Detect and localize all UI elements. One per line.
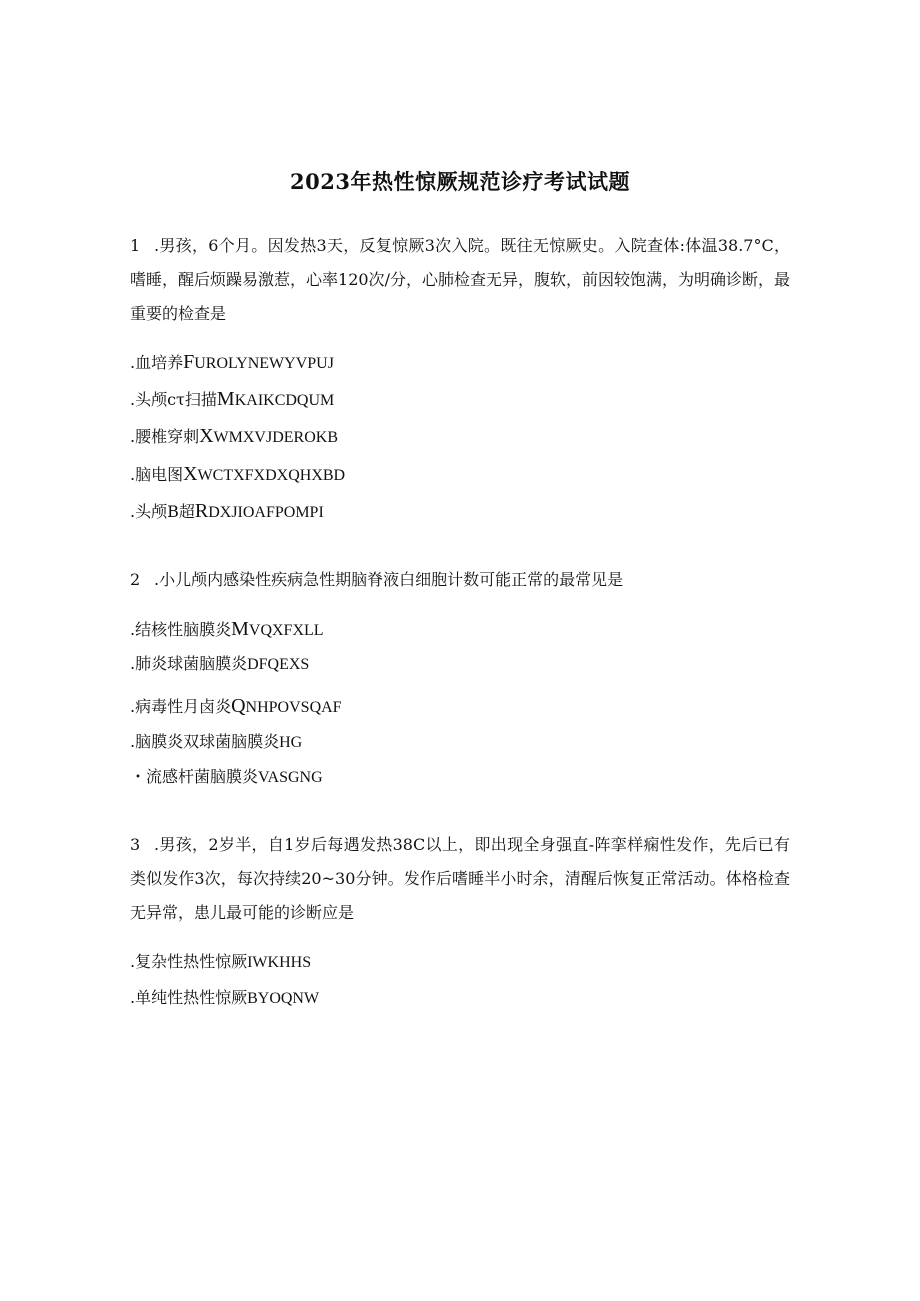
question-number: 2 xyxy=(130,570,141,589)
option-code: DFQEXS xyxy=(247,656,310,673)
option-code: IWKHHS xyxy=(247,954,312,971)
question-1-option-e xyxy=(130,499,324,523)
option-code-head: R xyxy=(194,500,209,522)
option-text: .肺炎球菌脑膜炎 xyxy=(130,654,248,673)
question-3-option-b xyxy=(130,985,319,1008)
option-code: WMXVJDEROKB xyxy=(213,429,338,446)
question-text: .男孩，2岁半，自1岁后每遇发热38C以上，即出现全身强直-阵挛样痫性发作，先后已有类似发作3次，每次持续20~30分钟。发作后嗜睡半小时余，清醒后恢复正常活动。体格检查无异常，患儿最可能的诊断应是 xyxy=(130,835,790,922)
option-text: .头颅B超 xyxy=(130,502,195,521)
question-1-option-c xyxy=(130,424,338,448)
option-code-head: F xyxy=(183,351,195,373)
option-code: KAIKCDQUM xyxy=(234,392,335,409)
question-1-option-a xyxy=(130,350,334,374)
question-text: .小儿颅内感染性疾病急性期脑脊液白细胞计数可能正常的最常见是 xyxy=(154,570,624,589)
option-code-head: X xyxy=(183,463,198,485)
question-2-option-e xyxy=(130,764,323,787)
page-title: 2023年热性惊厥规范诊疗考试试题 xyxy=(290,169,630,194)
option-text: .脑电图 xyxy=(130,465,184,484)
option-code-head: X xyxy=(199,425,214,447)
question-3-stem xyxy=(130,828,790,930)
option-text: .单纯性热性惊厥 xyxy=(130,988,248,1007)
option-code: UROLYNEWYVPUJ xyxy=(194,355,334,372)
option-text: .复杂性热性惊厥 xyxy=(130,952,248,971)
question-3-option-a xyxy=(130,949,311,972)
option-code: WCTXFXDXQHXBD xyxy=(197,467,346,484)
option-code-head: M xyxy=(231,618,249,640)
option-code: VASGNG xyxy=(258,769,323,786)
question-2-option-a xyxy=(130,617,324,641)
option-text: .病毒性月卤炎 xyxy=(130,697,232,716)
question-2-option-d xyxy=(130,729,302,752)
question-number: 3 xyxy=(130,835,141,854)
question-2-stem xyxy=(130,563,790,597)
option-code: NHPOVSQAF xyxy=(245,699,342,716)
option-text: .头颅cτ扫描 xyxy=(130,390,217,409)
option-text: .结核性脑膜炎 xyxy=(130,620,232,639)
option-code-head: Q xyxy=(231,695,246,717)
question-1-stem xyxy=(130,229,790,331)
question-2-option-c xyxy=(130,694,342,718)
question-2-option-b xyxy=(130,651,309,674)
option-code: DXJIOAFPOMPI xyxy=(208,504,324,521)
option-text: .脑膜炎双球菌脑膜炎 xyxy=(130,732,280,751)
option-code-head: M xyxy=(216,388,235,410)
option-text: .血培养 xyxy=(130,353,184,372)
option-code: VQXFXLL xyxy=(248,622,324,639)
question-1-option-b xyxy=(130,387,334,411)
option-text: .腰椎穿刺 xyxy=(130,427,200,446)
question-1-option-d xyxy=(130,462,345,486)
question-number: 1 xyxy=(130,236,141,255)
option-text: ・流感杆菌脑膜炎 xyxy=(130,767,259,786)
option-code: BYOQNW xyxy=(247,990,320,1007)
option-code: HG xyxy=(279,734,303,751)
question-text: .男孩，6个月。因发热3天，反复惊厥3次入院。既往无惊厥史。入院查体:体温38.7°C，嗜睡，醒后烦躁易激惹，心率120次/分，心肺检查无异，腹软，前因较饱满，为明确诊断，最重要的检查是 xyxy=(130,236,790,323)
